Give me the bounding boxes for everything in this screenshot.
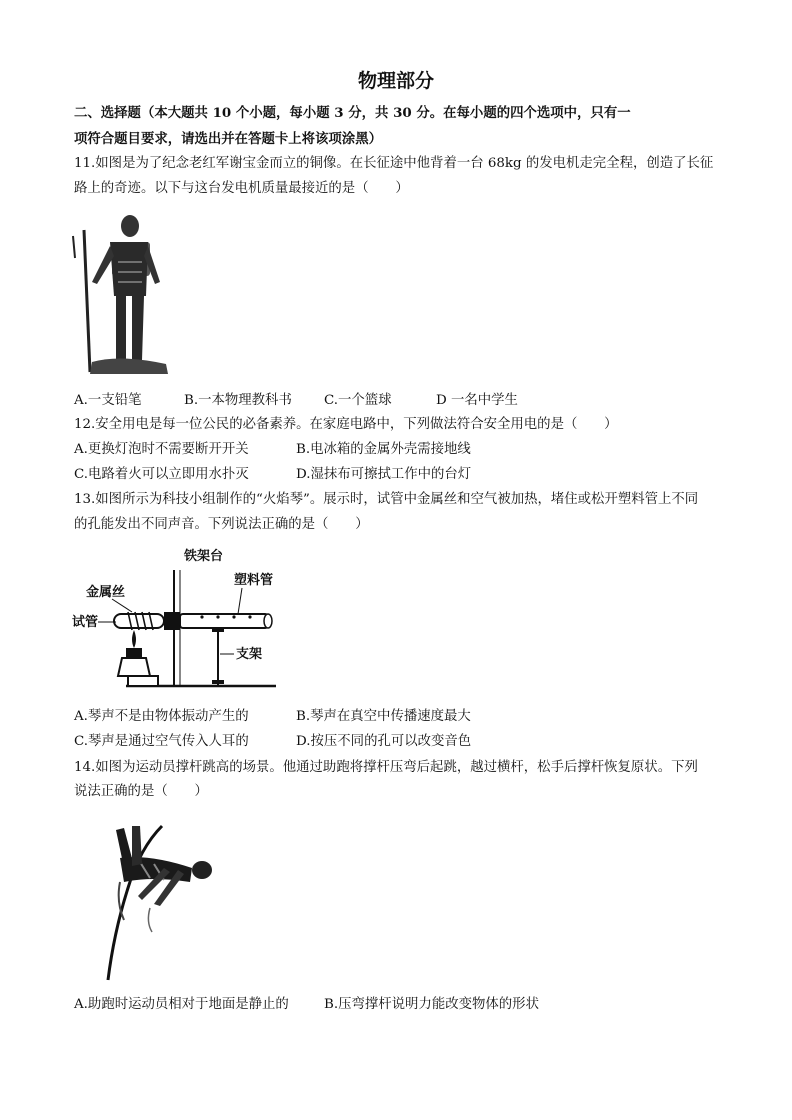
q11-stem-line2: 路上的奇迹。以下与这台发电机质量最接近的是（ ） bbox=[74, 181, 409, 196]
q11-statue-figure bbox=[70, 212, 172, 380]
q11-stem-line1: 11.如图是为了纪念老红军谢宝金而立的铜像。在长征途中他背着一台 68kg 的发电机走完全程，创造了长征 bbox=[74, 156, 714, 171]
q14-stem-line1: 14.如图为运动员撑杆跳高的场景。他通过助跑将撑杆压弯后起跳，越过横杆，松手后撑杆恢复原状。下列 bbox=[74, 760, 698, 775]
section-heading-line1: 二、选择题（本大题共 10 个小题，每小题 3 分，共 30 分。在每小题的四个选项中，只有一 bbox=[74, 105, 631, 121]
q11-option-c: C.一个篮球 bbox=[324, 393, 392, 408]
q13-option-a: A.琴声不是由物体振动产生的 bbox=[74, 709, 249, 724]
q14-option-a: A.助跑时运动员相对于地面是静止的 bbox=[74, 997, 289, 1012]
q12-stem-line1: 12.安全用电是每一位公民的必备素养。在家庭电路中，下列做法符合安全用电的是（ ） bbox=[74, 417, 618, 432]
q11-option-d: D 一名中学生 bbox=[436, 393, 518, 408]
q12-option-d: D.湿抹布可擦拭工作中的台灯 bbox=[296, 467, 472, 482]
statue-illustration bbox=[70, 212, 172, 380]
label-wire: 金属丝 bbox=[86, 585, 126, 600]
q14-stem-line2: 说法正确的是（ ） bbox=[74, 784, 208, 799]
q14-pole-vault-figure bbox=[80, 812, 220, 984]
label-tube: 试管 bbox=[72, 615, 99, 630]
q14-option-b: B.压弯撑杆说明力能改变物体的形状 bbox=[324, 997, 539, 1012]
q11-option-b: B.一本物理教科书 bbox=[184, 393, 292, 408]
q13-flame-harp-figure bbox=[72, 544, 278, 694]
q11-option-a: A.一支铅笔 bbox=[74, 393, 142, 408]
flame-harp-diagram bbox=[72, 544, 278, 694]
q13-stem-line1: 13.如图所示为科技小组制作的“火焰琴”。展示时，试管中金属丝和空气被加热，堵住或松开塑料管上不同 bbox=[74, 492, 699, 507]
label-pipe: 塑料管 bbox=[234, 573, 274, 588]
q13-option-c: C.琴声是通过空气传入人耳的 bbox=[74, 734, 249, 749]
q13-option-d: D.按压不同的孔可以改变音色 bbox=[296, 734, 472, 749]
label-support: 支架 bbox=[236, 647, 263, 662]
q12-option-a: A.更换灯泡时不需要断开开关 bbox=[74, 442, 249, 457]
q12-option-b: B.电冰箱的金属外壳需接地线 bbox=[296, 442, 471, 457]
page-title: 物理部分 bbox=[357, 70, 434, 92]
section-heading-line2: 项符合题目要求，请选出并在答题卡上将该项涂黑） bbox=[74, 131, 382, 147]
label-stand: 铁架台 bbox=[184, 549, 224, 564]
q13-stem-line2: 的孔能发出不同声音。下列说法正确的是（ ） bbox=[74, 517, 369, 532]
q13-option-b: B.琴声在真空中传播速度最大 bbox=[296, 709, 471, 724]
q12-option-c: C.电路着火可以立即用水扑灭 bbox=[74, 467, 249, 482]
pole-vault-illustration bbox=[80, 812, 220, 984]
